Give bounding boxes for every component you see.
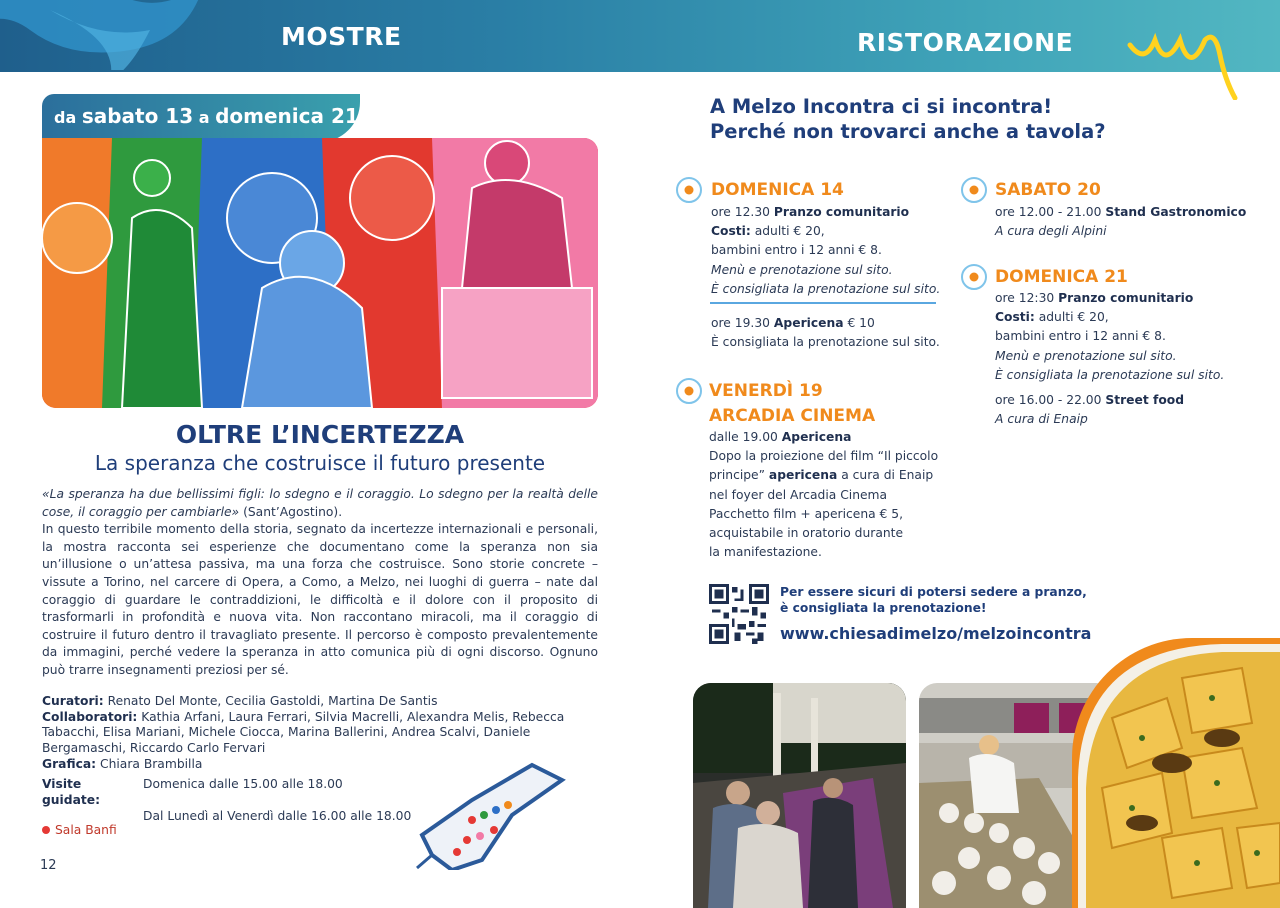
description-text: In questo terribile momento della storia, segnato da incertezze internazionali e personali, la mostra racconta sei esperienze che documentano come la speranza non sia un’illusione o un’attesa passiva, ma una forza che costruisce. Sono storie concrete – vissute a Torino, nel carcere di Opera, a Como, a Melzo, nei luoghi di guerra – nate dal coraggio di guardare le contraddizioni, le difficoltà e il dolore con il proposito di trasformarli in profondità e nuova vita. Non raccontano miracoli, ma il coraggio di costruire il futuro dentro il travagliato presente. Il percorso è composto prevalentemente da immagini, perché vedere la speranza in atto comunica più di ogni discorso. Ognuno può trarre insegnamenti preziosi per sé. — [42, 522, 598, 677]
guided-visits: Visite guidate: Domenica dalle 15.00 alle 18.00 Dal Lunedì al Venerdì dalle 16.00 alle 18.00 — [42, 777, 412, 823]
yellow-squiggle-decoration — [1125, 20, 1245, 100]
location-dot-icon — [42, 826, 50, 834]
domenica-21-details: ore 12:30 Pranzo comunitario Costi: adulti € 20, bambini entro i 12 anni € 8. Menù e prenotazione sul sito. È consigliata la prenotazione sul sito. — [995, 291, 1225, 382]
exhibition-subtitle: La speranza che costruisce il futuro presente — [94, 451, 546, 475]
location-label: Sala Banfi — [42, 823, 117, 837]
day-domenica-21: DOMENICA 21 — [995, 267, 1128, 287]
section-title-ristorazione: RISTORAZIONE — [857, 28, 1074, 57]
dinner-hall-photo — [693, 683, 906, 908]
exhibition-description — [42, 486, 598, 680]
section-title-mostre: MOSTRE — [281, 22, 402, 51]
header-band — [0, 0, 1280, 72]
quote: «La speranza ha due bellissimi figli: lo sdegno e il coraggio. Lo sdegno per la realtà delle cose, il coraggio per cambiarle» — [42, 487, 598, 519]
domenica-14-evening: ore 19.30 Apericena € 10 È consigliata la prenotazione sul sito. — [711, 316, 940, 350]
day-domenica-14: DOMENICA 14 — [711, 180, 844, 200]
event-ring-icon — [674, 376, 704, 406]
event-ring-icon — [959, 262, 989, 292]
day-sabato-20: SABATO 20 — [995, 180, 1101, 200]
venerdi-19-details: dalle 19.00 Apericena Dopo la proiezione del film “Il piccolo principe” apericena a cura di Enaip nel foyer del Arcadia Cinema Pacchetto film + apericena € 5, acquistabile in oratorio durante la manifestazione. — [709, 430, 939, 560]
exhibition-poster-illustration — [42, 138, 598, 408]
quote-source: (Sant’Agostino). — [239, 504, 343, 519]
date-banner-text: da sabato 13 a domenica 21 — [54, 104, 359, 128]
event-ring-icon — [959, 175, 989, 205]
venue-arcadia-cinema: ARCADIA CINEMA — [709, 406, 876, 426]
website-link[interactable]: www.chiesadimelzo/melzoincontra — [780, 624, 1092, 643]
page-number: 12 — [40, 858, 57, 873]
exhibition-title: OLTRE L’INCERTEZZA — [175, 420, 465, 449]
day-venerdi-19: VENERDÌ 19 — [709, 381, 823, 401]
street-food-details: ore 16.00 - 22.00 Street food A cura di Enaip — [995, 393, 1185, 427]
divider-line — [710, 302, 936, 304]
dining-intro: A Melzo Incontra ci si incontra! Perché non trovarci anche a tavola? — [710, 95, 1106, 143]
sabato-20-details: ore 12.00 - 21.00 Stand Gastronomico A cura degli Alpini — [995, 205, 1247, 239]
event-ring-icon — [674, 175, 704, 205]
domenica-14-details: ore 12.30 Pranzo comunitario Costi: adulti € 20, bambini entro i 12 anni € 8. Menù e prenotazione sul sito. È consigliata la prenotazione sul sito. — [711, 205, 941, 296]
wave-decoration — [0, 0, 220, 70]
venue-map-icon — [412, 760, 572, 870]
qr-code-icon[interactable] — [709, 584, 769, 644]
booking-note: Per essere sicuri di potersi sedere a pranzo, è consigliata la prenotazione! — [780, 585, 1087, 615]
credits: Curatori: Renato Del Monte, Cecilia Gastoldi, Martina De Santis Collaboratori: Kathia Arfani, Laura Ferrari, Silvia Macrelli, Alexandra Melis, Rebecca Tabacchi, Elisa Mariani, Michele Ciocca, Marina Ballerini, Andrea Scalvi, Daniele Bergamaschi, Riccardo Carlo Fervari Grafica: Chiara Brambilla — [42, 694, 565, 771]
ravioli-dish-photo — [1072, 638, 1280, 908]
